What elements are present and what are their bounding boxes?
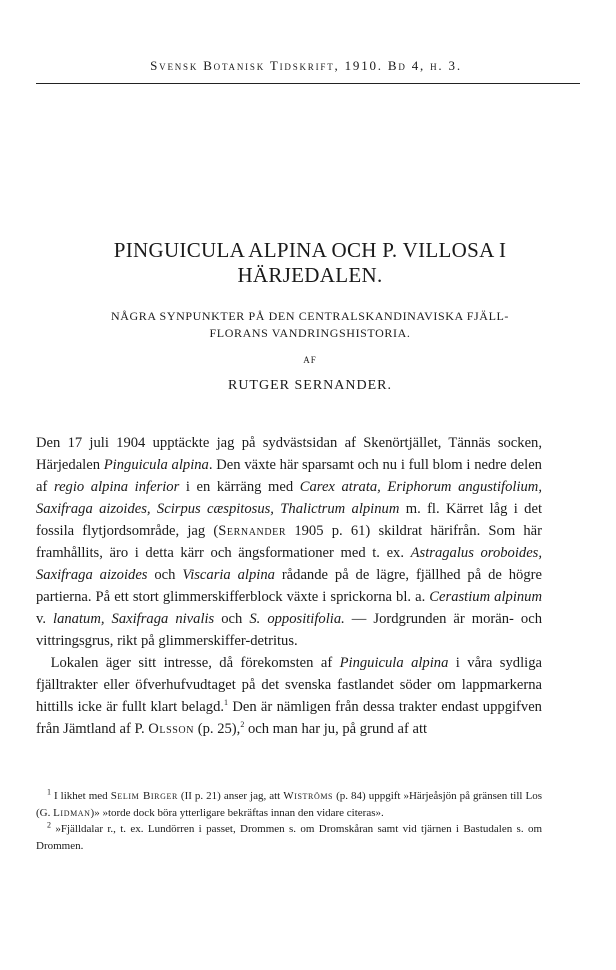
subtitle-line-2: FLORANS VANDRINGSHISTORIA. — [209, 326, 411, 340]
text-run: rådande på de lägre, fjällhed på de högre partierna. På ett stort glimmerskifferblock växte i sprickorna bl. a. — [36, 567, 542, 605]
author-name: RUTGER SERNANDER. — [227, 378, 392, 393]
paragraph-1 — [36, 432, 542, 652]
taxon-name: Cerastium alpinum — [429, 589, 543, 605]
text-run: och — [147, 567, 183, 583]
title-line-1: PINGUICULA ALPINA OCH P. VILLOSA I — [113, 238, 507, 262]
text-run: (p. 84) uppgift »Härjeåsjön på gränsen till Los (G. — [36, 790, 542, 819]
text-run: och man har ju, på grund af att — [244, 721, 428, 737]
article-subtitle — [60, 308, 560, 342]
title-line-2: HÄRJEDALEN. — [237, 263, 383, 287]
text-run: i en kärräng med — [179, 479, 300, 495]
cited-author: Selim Birger — [110, 790, 178, 802]
taxon-name: Viscaria alpina — [182, 567, 275, 583]
footnote-marker: 1 — [47, 787, 51, 797]
text-run: )» »torde dock böra ytterligare bekräftas innan den vidare citeras». — [90, 806, 384, 819]
footnote-ref-2: 2 — [240, 720, 245, 730]
footnote-2 — [36, 821, 542, 854]
cited-author: Wiströms — [283, 790, 334, 802]
taxon-list: Astragalus oroboides, Saxifraga aizoides — [36, 545, 542, 583]
footnotes — [36, 788, 542, 854]
byline-af: AF — [303, 355, 317, 365]
body-text — [36, 432, 542, 740]
text-run: »Fjälldalar r., t. ex. Lundörren i passet, Drommen s. om Dromskåran samt vid tjärnen i Bastudalen s. om Drommen. — [36, 823, 542, 852]
taxon-name: S. oppositifolia. — [249, 611, 345, 627]
running-head: Svensk Botanisk Tidskrift, 1910. Bd 4, h. 3. — [150, 58, 462, 73]
taxon-list: lanatum, Saxifraga nivalis — [53, 611, 215, 627]
text-run: 1905 p. 61) skildrat härifrån. Som här framhållits, äro i detta kärr och ängsformationer med t. ex. — [36, 523, 542, 561]
region-term: regio alpina inferior — [53, 479, 180, 495]
cited-author: Lidman — [53, 806, 91, 819]
footnote-1 — [36, 788, 542, 821]
text-run: I likhet med — [51, 790, 111, 802]
text-run: — Jordgrunden är morän- och vittringsgrus, rikt på glimmerskiffer-detritus. — [36, 611, 543, 649]
article-title — [60, 238, 560, 288]
text-run: m. fl. Kärret låg i det fossila flytjordsområde, jag ( — [36, 501, 543, 539]
taxon-list: Carex atrata, Eriphorum angustifolium, Saxifraga aizoides, Scirpus cæspitosus, Thalictrum alpinum — [36, 479, 542, 517]
text-run: i våra sydliga fjälltrakter eller öfverhufvudtaget på det svenska fastlandet söder om lappmarkerna hittills icke är fullt klart belagd. — [36, 655, 542, 715]
footnote-marker: 2 — [47, 820, 51, 830]
text-run: (II p. 21) anser jag, att — [177, 790, 284, 802]
text-run: och — [214, 611, 250, 627]
taxon-name: Pinguicula alpina — [339, 655, 449, 671]
paragraph-2 — [36, 652, 542, 740]
header-rule — [36, 83, 580, 84]
text-run: v. — [36, 611, 54, 627]
text-run: Lokalen äger sitt intresse, då förekomsten af — [50, 655, 340, 671]
footnote-ref-1: 1 — [224, 698, 229, 708]
text-run: (p. 25), — [194, 721, 241, 737]
cited-author: Olsson — [148, 721, 195, 737]
subtitle-line-1: NÅGRA SYNPUNKTER PÅ DEN CENTRALSKANDINAVISKA FJÄLL- — [110, 309, 510, 323]
text-run: Den är nämligen från dessa trakter endast uppgifven från Jämtland af P. — [36, 699, 542, 737]
cited-author: Sernander — [218, 523, 287, 539]
text-run: . Den växte här sparsamt och nu i full blom i nedre delen af — [36, 457, 542, 495]
text-run: Den 17 juli 1904 upptäckte jag på sydvästsidan af Skenörtjället, Tännäs socken, Härjedalen — [36, 435, 542, 473]
taxon-name: Pinguicula alpina — [103, 457, 209, 473]
